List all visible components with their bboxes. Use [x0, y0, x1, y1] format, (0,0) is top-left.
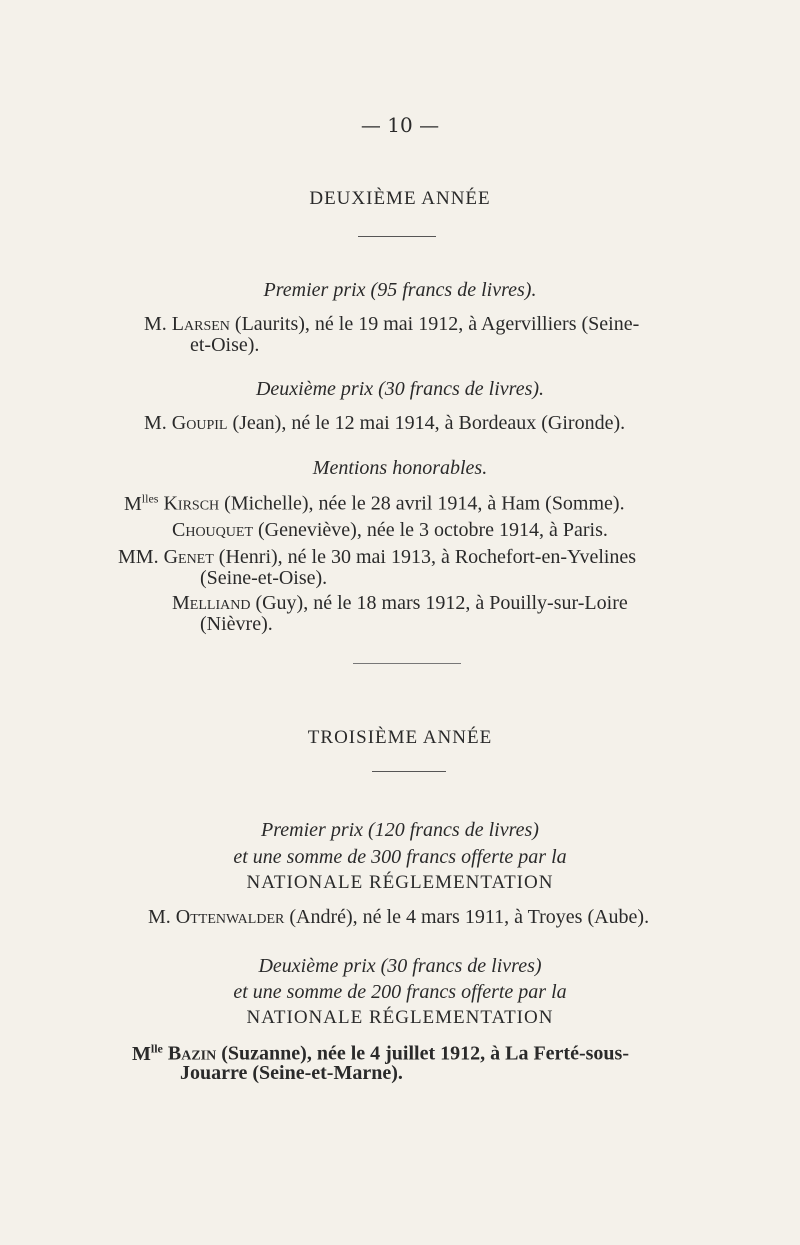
divider: [358, 236, 436, 237]
second-prize-title: Deuxième prix (30 francs de livres).: [255, 378, 545, 400]
winner-details: (Jean), né le 12 mai 1914, à Bordeaux (Gironde).: [232, 412, 626, 434]
honorific: M.: [144, 313, 167, 335]
mention-entry: [118, 546, 636, 569]
page-number: — 10 —: [360, 113, 440, 137]
mention-entry: [172, 592, 628, 615]
mention-details: (Michelle), née le 28 avril 1914, à Ham (Somme).: [224, 492, 625, 515]
mention-name: Kirsch: [163, 492, 220, 515]
winner-details: (Laurits), né le 19 mai 1912, à Agervilliers (Seine-: [234, 313, 640, 335]
mention-entry: [172, 519, 608, 542]
section-divider: [353, 663, 461, 664]
mention-entry: [124, 491, 625, 516]
mention-details: (Geneviève), née le 3 octobre 1914, à Paris.: [258, 519, 608, 541]
winner-name: Goupil: [171, 412, 228, 434]
mention-details: (Henri), né le 30 mai 1913, à Rochefort-en-Yvelines: [218, 546, 637, 568]
third-first-prize-subtitle: et une somme de 300 francs offerte par la: [233, 846, 567, 868]
mention-name: Genet: [163, 546, 214, 568]
sponsor-name: NATIONALE RÉGLEMENTATION: [246, 1007, 554, 1028]
honorific: M.: [144, 412, 167, 434]
mention-entry-continuation: (Nièvre).: [200, 613, 273, 635]
section-heading-third-year: TROISIÈME ANNÉE: [307, 727, 493, 748]
honorific: $M^{lle}$: [132, 1041, 163, 1065]
first-prize-entry: [144, 313, 639, 336]
divider: [372, 771, 446, 772]
winner-details: (André), né le 4 mars 1911, à Troyes (Aube).: [289, 906, 650, 928]
sponsor-name: NATIONALE RÉGLEMENTATION: [246, 872, 554, 893]
winner-name: Larsen: [171, 313, 230, 335]
third-second-prize-title: Deuxième prix (30 francs de livres): [258, 955, 542, 977]
honorific: M.: [148, 906, 171, 928]
mention-name: Chouquet: [172, 519, 253, 541]
honorific: MM.: [118, 546, 159, 568]
second-prize-entry: [144, 412, 625, 435]
mention-entry-continuation: (Seine-et-Oise).: [200, 567, 328, 589]
third-second-prize-subtitle: et une somme de 200 francs offerte par la: [233, 981, 567, 1003]
mention-details: (Guy), né le 18 mars 1912, à Pouilly-sur-Loire: [255, 592, 628, 614]
mentions-title: Mentions honorables.: [312, 457, 488, 479]
section-heading-second-year: DEUXIÈME ANNÉE: [309, 188, 491, 209]
honorific: $M^{lles}$: [124, 491, 159, 515]
mention-name: Melliand: [172, 592, 251, 614]
third-second-prize-entry-continuation: Jouarre (Seine-et-Marne).: [180, 1062, 403, 1084]
winner-name: Bazin: [167, 1042, 217, 1065]
first-prize-entry-continuation: et-Oise).: [190, 334, 260, 356]
third-first-prize-title: Premier prix (120 francs de livres): [261, 819, 539, 841]
third-first-prize-entry: [148, 906, 649, 929]
first-prize-title: Premier prix (95 francs de livres).: [263, 279, 537, 301]
winner-name: Ottenwalder: [175, 906, 285, 928]
winner-details: (Suzanne), née le 4 juillet 1912, à La Ferté-sous-: [221, 1042, 629, 1065]
